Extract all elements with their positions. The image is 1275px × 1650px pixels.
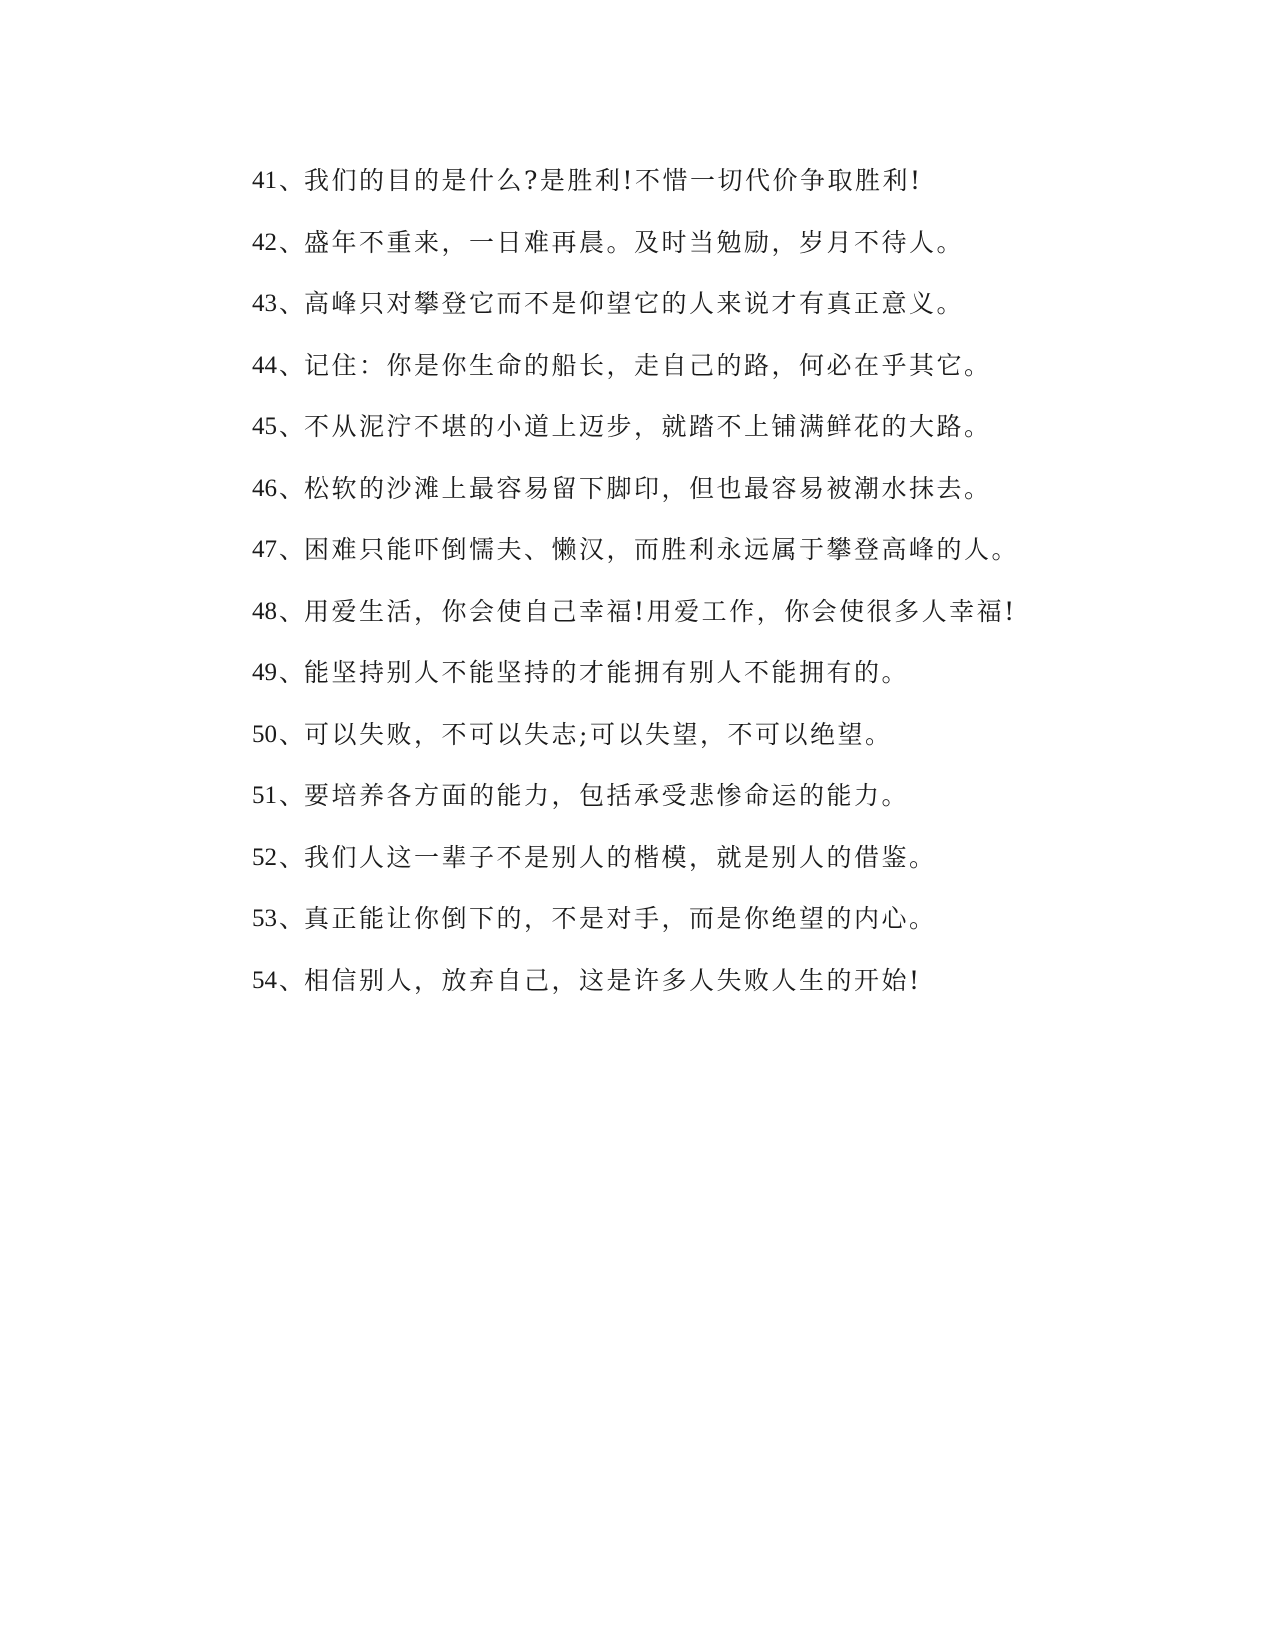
item-separator: 、 — [279, 350, 305, 380]
item-number: 42 — [252, 228, 277, 256]
item-separator: 、 — [279, 473, 305, 503]
item-separator: 、 — [279, 412, 305, 441]
item-number: 53 — [252, 905, 277, 932]
quote-list — [252, 160, 1052, 1021]
item-text: 松软的沙滩上最容易留下脚印，但也最容易被潮水抹去。 — [304, 473, 992, 503]
item-text: 用爱生活，你会使自己幸福!用爱工作，你会使很多人幸福! — [304, 596, 1017, 626]
item-number: 49 — [252, 659, 277, 686]
list-item — [252, 468, 1052, 530]
list-item — [252, 775, 1052, 837]
list-item — [252, 837, 1052, 899]
list-item — [252, 529, 1052, 591]
item-number: 48 — [252, 597, 277, 625]
item-separator: 、 — [279, 289, 305, 318]
item-number: 43 — [252, 290, 277, 317]
list-item — [252, 222, 1052, 284]
item-text: 可以失败，不可以失志;可以失望，不可以绝望。 — [304, 719, 893, 749]
item-text: 我们人这一辈子不是别人的楷模，就是别人的借鉴。 — [304, 842, 937, 872]
item-number: 54 — [252, 966, 277, 994]
item-number: 47 — [252, 536, 277, 563]
list-item — [252, 345, 1052, 407]
item-text: 我们的目的是什么?是胜利!不惜一切代价争取胜利! — [304, 166, 923, 195]
item-separator: 、 — [279, 904, 305, 933]
item-separator: 、 — [279, 842, 305, 872]
list-item — [252, 283, 1052, 345]
item-number: 45 — [252, 413, 277, 440]
item-text: 记住：你是你生命的船长，走自己的路，何必在乎其它。 — [304, 350, 992, 380]
item-text: 高峰只对攀登它而不是仰望它的人来说才有真正意义。 — [304, 289, 965, 318]
item-number: 41 — [252, 167, 277, 194]
item-text: 困难只能吓倒懦夫、懒汉，而胜利永远属于攀登高峰的人。 — [304, 535, 1020, 564]
item-separator: 、 — [279, 227, 305, 257]
item-separator: 、 — [279, 719, 305, 749]
item-text: 要培养各方面的能力，包括承受悲惨命运的能力。 — [304, 781, 910, 810]
item-text: 相信别人，放弃自己，这是许多人失败人生的开始! — [304, 965, 922, 995]
item-separator: 、 — [279, 965, 305, 995]
item-separator: 、 — [279, 658, 305, 687]
list-item — [252, 714, 1052, 776]
list-item — [252, 652, 1052, 714]
list-item — [252, 406, 1052, 468]
item-text: 盛年不重来，一日难再晨。及时当勉励，岁月不待人。 — [304, 227, 965, 257]
list-item — [252, 160, 1052, 222]
item-text: 不从泥泞不堪的小道上迈步，就踏不上铺满鲜花的大路。 — [304, 412, 992, 441]
item-number: 46 — [252, 474, 277, 502]
item-text: 真正能让你倒下的，不是对手，而是你绝望的内心。 — [304, 904, 937, 933]
item-separator: 、 — [279, 596, 305, 626]
list-item — [252, 898, 1052, 960]
item-separator: 、 — [279, 781, 305, 810]
item-separator: 、 — [279, 535, 305, 564]
item-text: 能坚持别人不能坚持的才能拥有别人不能拥有的。 — [304, 658, 910, 687]
item-number: 50 — [252, 720, 277, 748]
list-item — [252, 591, 1052, 653]
item-number: 51 — [252, 782, 277, 809]
item-number: 52 — [252, 843, 277, 871]
item-separator: 、 — [279, 166, 305, 195]
item-number: 44 — [252, 351, 277, 379]
list-item — [252, 960, 1052, 1022]
